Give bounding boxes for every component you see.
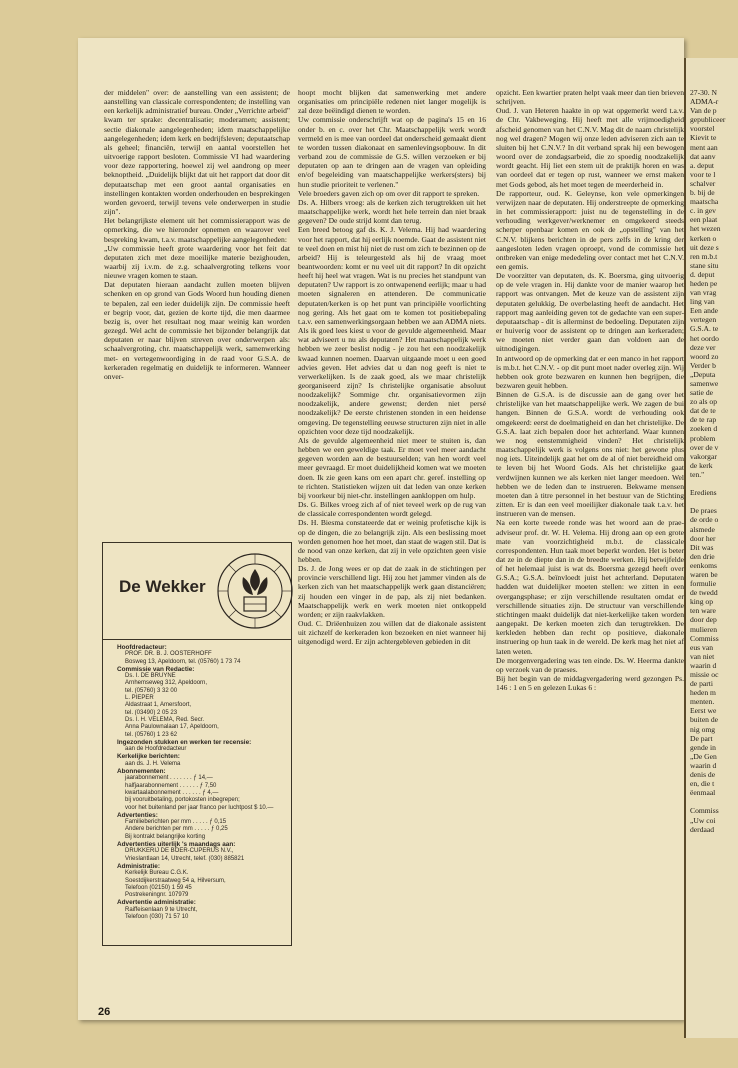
- text-line: heden pe: [690, 278, 718, 288]
- text-line: mulieren: [690, 624, 717, 634]
- text-line: d. deput: [690, 269, 715, 279]
- masthead-line: Raiffeisenlaan 9 te Utrecht,: [125, 906, 198, 913]
- text-line: a. deput: [690, 160, 715, 170]
- church-seal-icon: [215, 551, 295, 631]
- text-line: ten ware: [690, 606, 716, 616]
- text-line: [690, 797, 738, 806]
- text-line: door her: [690, 533, 716, 543]
- column-2: [298, 88, 486, 647]
- paragraph: Als de gevulde algemeenheid niet meer te stuiten is, dan hebben we een geweldige taak. Er moet veel meer aandacht gegeven worden aan de bestuurselden; van hen wordt veel meer gevraagd. Er moet duidelijkheid komen wat we moeten doen. Ik zie geen kans om een apart chr. geref. instelling op te richten. Statistieken wijzen uit dat leden van onze kerken bij voorkeur bij niet-chr. instellingen aankloppen om hulp.: [298, 435, 486, 500]
- paragraph: Ds. G. Bilkes vroeg zich af of niet teveel werk op de rug van de classicale correspondenten wordt gelegd.: [298, 500, 486, 519]
- text-line: [690, 479, 738, 488]
- text-line: maatscha: [690, 197, 719, 207]
- paragraph: „Uw commissie heeft grote waardering voor het feit dat deputaten zich met deze moeilijke materie bezighouden, waarbij zij i.v.m. de z.g. schaalvergroting telkens voor nieuwe vragen komen te staan.: [104, 243, 290, 281]
- column-3: [496, 88, 684, 692]
- text-line: waarin d: [690, 660, 717, 670]
- text-line: „Uw coi: [690, 815, 716, 825]
- masthead-heading: Ingezonden stukken en werken ter recensie:: [117, 738, 252, 746]
- text-line: het wezen: [690, 224, 721, 234]
- text-line: nig omg: [690, 724, 716, 734]
- masthead-line: PROF. DR. B. J. OOSTERHOFF: [125, 651, 212, 658]
- masthead-heading: Advertenties:: [117, 811, 158, 819]
- text-line: kerken o: [690, 233, 717, 243]
- masthead-line: Bij kontrakt belangrijke korting: [125, 833, 206, 840]
- text-line: voorstel: [690, 124, 715, 134]
- masthead-line: Kerkelijk Bureau C.G.K.: [125, 870, 189, 877]
- text-line: zo als op: [690, 397, 717, 407]
- masthead-line: aan ds. J. H. Velema: [125, 760, 181, 767]
- masthead-line: aan de Hoofdredacteur: [125, 746, 187, 753]
- masthead-line: Aldastraat 1, Amersfoort,: [125, 702, 192, 709]
- masthead-line: Soestdijkerstraatweg 54 a, Hilversum,: [125, 877, 226, 884]
- text-line: ling van: [690, 297, 715, 307]
- text-line: G.S.A. te: [690, 324, 719, 334]
- masthead-line: Andere berichten per mm . . . . . ƒ 0,25: [125, 826, 228, 833]
- text-line: eenkoms: [690, 560, 717, 570]
- masthead-line: Familieberichten per mm . . . . . ƒ 0,15: [125, 819, 227, 826]
- text-line: De praes: [690, 506, 717, 516]
- text-line: ten.": [690, 469, 705, 479]
- text-line: waarin d: [690, 760, 717, 770]
- text-line: van vrag: [690, 288, 717, 298]
- masthead-heading: Administratie:: [117, 862, 160, 870]
- text-line: c. in gev: [690, 206, 716, 216]
- text-line: de te rap: [690, 415, 717, 425]
- paragraph: Uw commissie onderschrijft wat op de pagina's 15 en 16 onder b. en c. over het Chr. Maatschappelijk werk wordt vermeld en is mee van oordeel dat onderscheid gemaakt dient te worden tussen diakonaat en samenlevingsopbouw. In dit verband zou de commissie de G.S. willen verzoeken er bij deputaten op aan te dringen aan de vragen van opleiding en/of begeleiding van maatschappelijke werkers(sters) bij hun studie prioriteit te verlenen.": [298, 115, 486, 189]
- page-number: 26: [98, 1006, 111, 1018]
- column-1: [104, 88, 290, 381]
- text-line: de parti: [690, 679, 713, 689]
- text-line: uit deze s: [690, 242, 719, 252]
- text-line: problem: [690, 433, 716, 443]
- text-line: schalver: [690, 178, 716, 188]
- text-line: woord zo: [690, 351, 719, 361]
- masthead-heading: Commissie van Redactie:: [117, 665, 195, 673]
- text-line: samenwe: [690, 379, 719, 388]
- masthead-line: Anna Paulownalaan 17, Apeldoorn,: [125, 724, 219, 731]
- text-line: over de v: [690, 442, 719, 452]
- masthead-line: bij vooruitbetaling, portokosten inbegrepen;: [125, 797, 240, 804]
- paragraph: Vele broeders gaven zich op om over dit rapport te spreken.: [298, 188, 480, 198]
- masthead-line: tel. (05760) 3 32 00: [125, 687, 178, 694]
- masthead-heading: Advertentie administratie:: [117, 899, 196, 907]
- text-line: van niet: [690, 651, 715, 661]
- masthead-line: L. PIEPER: [125, 695, 154, 702]
- text-line: vertegen: [690, 315, 717, 325]
- text-line: [690, 497, 738, 506]
- text-line: stane situ: [690, 260, 719, 270]
- paragraph: Oud. C. Driëenhuizen zou willen dat de diakonale assistent uit zichzelf de kerkeraden kon bezoeken en niet wanneer hij uitgenodigd werd. Er zijn achtergebleven gebieden in dit: [298, 619, 486, 647]
- text-line: Kievit te: [690, 133, 717, 143]
- text-line: „De Gen: [690, 751, 717, 761]
- de-wekker-masthead-box: [102, 542, 292, 946]
- text-line: derdaad: [690, 824, 715, 834]
- text-line: gepubliceer: [690, 115, 726, 125]
- text-line: gende in: [690, 742, 716, 752]
- masthead-heading: Abonnementen:: [117, 768, 166, 776]
- paragraph: Binnen de G.S.A. is de discussie aan de gang over het christelijke van het maatschappelijke werk. We zagen de bui hangen. Binnen de G.S.A. wordt de verhouding ook omgekeerd: eerst de doelmatigheid en dan het christelijke. De G.S.A. laat zich bepalen door het achterland. Waar kunnen we nog eenstemmigheid vinden? Het christelijk maatschappelijk werk is volgens ons niet: het gewone plus nog iets. Uiteindelijk gaat het om de al of niet bereidheid om te leven bij het Woord Gods. Als het christelijke gaat verdwijnen kunnen we als kerken niet langer meedoen. Wel hebben we de leden dan te instrueren. Bekwame mensen moeten dan à titre personnel in het bestuur van de Stichting zitten. Er is dan een veel moeilijker diakonale taak t.a.v. het instrueren van de mensen.: [496, 390, 684, 519]
- text-line: satie de: [690, 388, 713, 398]
- masthead-line: tel. (03490) 2 05 23: [125, 709, 178, 716]
- text-line: Commiss: [690, 633, 719, 643]
- text-line: heden m: [690, 688, 716, 698]
- masthead-line: Bosweg 13, Apeldoorn, tel. (05760) 1 73 74: [125, 658, 241, 665]
- text-line: „Deputa: [690, 369, 716, 379]
- text-line: 27-30. N: [690, 88, 717, 97]
- paragraph: Een breed betoog gaf ds. K. J. Velema. Hij had waardering voor het rapport, dat hij eerlijk noemde. Gaat de assistent niet te veel doen en mist hij niet de rust om zich te bezinnen op de arbeid? Hij is teleurgesteld als hij de vraag moet beantwoorden: komt er nu veel uit dit rapport? In dit opzicht heeft hij heel wat vragen. Wat is nu precies het standpunt van deputaten? Uw rapport is zo ontwapenend eerlijk; maar u had moeten signaleren en attenderen. De communicatie deputaten/kerken is op het punt van principiële voorlichting nog gering. Als het gaat om te komen tot positiebepaling t.a.v. een samenwerkingsorgaan hebben we aan ADMA niets. Als ik goed lees kiest u voor de gevulde algemeenheid. Maar wat adviseert u nu als deputaten? Het maatschappelijk werk hebben we zeer beslist nodig - je zou het een noodzakelijk kwaad kunnen noemen. Daarvan uitgaande moet u een goed advies geven. Het advies dat u dan nog geeft is niet te verwerkelijken. Is de zaak goed, als we maar christelijk georganiseerd zijn? Is christelijke organisatie absoluut noodzakelijk? Sommige chr. organisatievormen zijn noodzakelijk, andere gewenst; derden niet persé noodzakelijk? De eerste christenen stonden in een heidense omgeving. De tegenstelling eeuwse structuren zijn niet in alle opzichten voor deze tijd noodzakelijk.: [298, 225, 486, 436]
- text-line: en, die t: [690, 779, 715, 789]
- text-line: missie oc: [690, 670, 719, 679]
- text-line: Erediens: [690, 488, 717, 498]
- text-line: waren be: [690, 569, 718, 579]
- paragraph: Het belangrijkste element uit het commissierapport was de opmerking, die we hieronder opnemen en waarover veel bespreking kwam, t.a.v. maatschappelijke aangelegenheden:: [104, 216, 290, 244]
- text-line: formulie: [690, 579, 717, 589]
- text-line: Een ande: [690, 306, 719, 316]
- masthead-details: [103, 640, 291, 921]
- text-line: Eerst we: [690, 706, 717, 716]
- paragraph: De voorzitter van deputaten, ds. K. Boersma, ging uitvoerig op de vele vragen in. Hij dankte voor de manier waarop het rapport was ontvangen. Met de keuze van de assistent zijn deputaten gelukkig. De overbelasting heeft de aandacht. Het rapport mag aanleiding geven tot de gedachte van een super-deputaatschap - dit is allerminst de bedoeling. Deputaten zijn er huiverig voor de assistent op te dringen aan kerkeraden; we moeten niet verder gaan dan voldoen aan de uitnodigingen.: [496, 271, 684, 354]
- text-line: Van de p: [690, 106, 717, 116]
- masthead-line: Ds. I. H. VELEMA, Red. Secr.: [125, 716, 205, 723]
- masthead-line: voor het buitenland per jaar franco per luchtpost $ 10.—: [125, 804, 274, 811]
- text-line: alsmede: [690, 524, 715, 534]
- text-line: menten.: [690, 697, 715, 707]
- paragraph: Oud. J. van Heteren haakte in op wat opgemerkt werd t.a.v. de Chr. Vakbeweging. Hij heeft met alle vrijmoedigheid afscheid genomen van het C.N.V. Mag dit de naam christelijk nog wel dragen? Mogen wij onze leden adviseren zich aan te sluiten bij het C.N.V.? In dit verband sprak hij een bewogen woord over de zondagsarbeid, die zo spoedig noodzakelijk wordt geacht. Hij liet een stem uit de praktijk horen en was van oordeel dat er tegen op rust, wanneer we ernst maken met Gods gebod, als het moet tegen de meerderheid in.: [496, 106, 684, 189]
- masthead-line: Postrekeningnr. 107979: [125, 892, 189, 899]
- masthead-line: tel. (05760) 1 23 62: [125, 731, 178, 738]
- paragraph: Ds. H. Biesma constateerde dat er weinig profetische kijk is op de dingen, die zo belangrijk zijn. Als een beslissing moet worden genomen hoe het moet, dan staat de wagen stil. Dat is de nood van onze kerken, dat zij in vele opzichten geen visie hebben.: [298, 518, 486, 564]
- text-line: vakorgar: [690, 451, 717, 461]
- text-line: zoeken d: [690, 424, 718, 434]
- paragraph: Ds. A. Hilbers vroeg: als de kerken zich terugtrekken uit het maatschappelijke werk, wordt het hele terrein dan niet braak gegeven? De oude strijd komt dan terug.: [298, 197, 486, 226]
- text-line: eus van: [690, 642, 713, 652]
- paragraph: In antwoord op de opmerking dat er een manco in het rapport is m.b.t. het C.N.V. - op dit punt moet nader overleg zijn. Wij hebben ook grote bezwaren en kunnen hen begrijpen, die bezwaren geuit hebben.: [496, 353, 684, 390]
- masthead-line: DRUKKERIJ DE BOER-CUPERUS N.V.,: [125, 848, 234, 855]
- text-line: ëenmaal: [690, 788, 716, 798]
- paragraph: De morgenvergadering was ten einde. Ds. W. Heerma dankte op verzoek van de praeses.: [496, 655, 684, 674]
- paragraph: opzicht. Een kwartier praten helpt vaak meer dan tien brieven schrijven.: [496, 88, 684, 107]
- text-line: dat de te: [690, 406, 716, 416]
- masthead-line: Arnhemseweg 312, Apeldoorn,: [125, 680, 208, 687]
- text-line: ADMA-r: [690, 97, 719, 107]
- text-line: De part: [690, 733, 713, 743]
- text-line: king op: [690, 597, 713, 607]
- paragraph: Bij het begin van de middagvergadering werd gezongen Ps. 146 : 1 en 5 en gelezen Lukas 6 :: [496, 674, 684, 693]
- text-line: deze ver: [690, 342, 716, 352]
- masthead-line: Ds. I. DE BRUYNE: [125, 673, 176, 680]
- text-line: buiten de: [690, 715, 719, 725]
- masthead-line: Vrieslantlaan 14, Utrecht, telef. (030) 885821: [125, 855, 245, 862]
- text-line: Verder b: [690, 360, 716, 370]
- text-line: ren m.b.t: [690, 251, 718, 261]
- text-line: b. bij de: [690, 188, 715, 198]
- text-line: den drie: [690, 551, 715, 561]
- adjacent-page-edge: [684, 58, 738, 1038]
- text-line: door dep: [690, 615, 717, 625]
- masthead-line: kwartaalabonnement . . . . . . ƒ 4,—: [125, 789, 219, 796]
- text-line: een plaat: [690, 215, 718, 225]
- masthead-heading: Kerkelijke berichten:: [117, 753, 180, 761]
- paragraph: Ds. J. de Jong wees er op dat de zaak in de stichtingen per provincie verschillend ligt. Hij zou het jammer vinden als de kerken zich van het maatschappelijk werk gaan distanciëren; zij houden een vinger in de pap, als zij niet bedanken. Maatschappelijk werk en werk moeten niet ontkoppeld worden; er zijn raakvlakken.: [298, 564, 486, 619]
- text-line: ment aan: [690, 142, 718, 152]
- text-line: voor te l: [690, 169, 716, 179]
- masthead-heading: Advertenties uiterlijk 's maandags aan:: [117, 841, 236, 849]
- text-line: de orde o: [690, 515, 719, 525]
- paragraph: hoopt mocht blijken dat samenwerking met andere organisaties om principiële redenen niet langer mogelijk is zal deze beëindigd dienen te worden.: [298, 88, 486, 116]
- masthead-line: Telefoon (030) 71 57 10: [125, 913, 189, 920]
- paragraph: Dat deputaten hieraan aandacht zullen moeten blijven schenken en op grond van Gods Woord hun houding dienen te bepalen, zal een ieder duidelijk zijn. De commissie heeft er begrip voor, dat, gezien de korte tijd, die men daarmee bezig is, over het resultaat nog maar weinig kan worden gezegd. Wel acht de commissie het bijzonder belangrijk dat deputaten er naar blijven streven over onderwerpen als: schaalvergroting, chr. maatschappelijk werk, samenwerking met- en vertegenwoordiging in de raad voor G.S.A. de kerkeraden regelmatig en duidelijk te informeren. Wanneer onver-: [104, 280, 290, 381]
- masthead-heading: Hoofdredacteur:: [117, 644, 167, 651]
- text-line: de twedd: [690, 588, 718, 598]
- paragraph: De rapporteur, oud. K. Geleynse, kon vele opmerkingen verwijzen naar de deputaten. Hij onderstreepte de opmerking in het commissierapport: juist nu de tegenstelling in de verhouding werkgever/werknemer en omgekeerd steeds scherper openbaar komen en ook de „opstelling" van het C.N.V. blijkens berichten in de pers zelfs in de kring der aangesloten leden vragen oproept, vond de commissie het ontbreken van enige mededeling over contact met het C.N.V. een gemis.: [496, 188, 684, 271]
- text-line: Dit was: [690, 542, 714, 552]
- paragraph: Na een korte tweede ronde was het woord aan de prae-adviseur prof. dr. W. H. Velema. Hij drong aan op een grote mate van voorzichtigheid m.b.t. de classicale correspondenten. Hun taak moet beperkt worden. Het is beter dat ze in de diepte dan in de breedte werken. Hij betwijfelde of het helemaal juist is wat ds. Boersma gezegd heeft over G.S.A.; G.S.A. beïnvloedt juist het achterland. Deputaten hadden wat duidelijker moeten stellen: we zitten in een overgangsphase; er zijn verschillende resultaten omdat er verschillende situaties zijn. De structuur van verschillende stichtingen maakt duidelijk dat niet-kerkelijke taken worden aangepakt. De kerken moeten zich dan terugtrekken. De kerkleden hebben dan recht op positieve, diakonale instruering op hun taak in de wereld. De kerk mag het niet af laten weten.: [496, 518, 684, 656]
- text-line: de kerk: [690, 460, 713, 470]
- paragraph: der middelen" over: de aanstelling van een assistent; de aanstelling van classicale correspondenten; de instelling van een kerkelijk administratief bureau. Onder „Verrichte arbeid" kwam ter sprake: decentralisatie; moderamen; assistent; sectie diakonale aangelegenheden; idem maatschappelijke aangelegenheden; idem kerk en bedrijfsleven; deputaatschap als geheel; financiën, terwijl en aantal voorstellen het uitvoerige rapport besloten. Commissie VI had waardering voor deze rapportering, hoewel zij wel aandrong op meer beknoptheid. „Duidelijk blijkt dat uit het rapport dat door dit deputaatschap met een groot aantal organisaties en instellingen kontakten worden onderhouden en besprekingen worden gevoerd, terwijl tevens vele onderwerpen in studie zijn".: [104, 88, 290, 217]
- text-line: dat aanv: [690, 151, 716, 161]
- text-line: het oordo: [690, 333, 719, 343]
- masthead-line: jaarabonnement . . . . . . . ƒ 14,—: [125, 775, 213, 782]
- masthead-title: De Wekker: [119, 577, 206, 596]
- text-line: denis de: [690, 770, 716, 780]
- text-line: Commiss: [690, 806, 719, 816]
- column-4-partial: [690, 88, 738, 834]
- magazine-page: [78, 38, 684, 1020]
- masthead-header: [103, 543, 291, 640]
- masthead-line: Telefoon (02150) 1 59 45: [125, 884, 192, 891]
- masthead-line: halfjaarabonnement . . . . . . ƒ 7,50: [125, 782, 217, 789]
